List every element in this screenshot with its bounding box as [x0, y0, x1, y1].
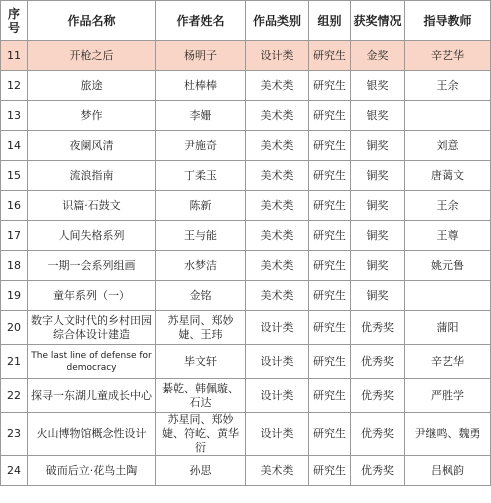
- cell-work: 流浪指南: [28, 161, 156, 191]
- cell-index: 13: [1, 101, 28, 131]
- cell-category: 美术类: [246, 131, 309, 161]
- cell-award: 优秀奖: [351, 413, 405, 456]
- cell-award: 优秀奖: [351, 311, 405, 345]
- cell-work: 开枪之后: [28, 41, 156, 71]
- cell-index: 20: [1, 311, 28, 345]
- cell-author: 陈新: [156, 191, 246, 221]
- cell-work: 人间失格系列: [28, 221, 156, 251]
- cell-advisor: 姚元鲁: [405, 251, 491, 281]
- cell-category: 美术类: [246, 191, 309, 221]
- header-author: 作者姓名: [156, 1, 246, 41]
- cell-advisor: 辛艺华: [405, 345, 491, 379]
- table-row: [1, 101, 491, 131]
- cell-award: 优秀奖: [351, 379, 405, 413]
- cell-advisor: [405, 101, 491, 131]
- cell-work: 旅途: [28, 71, 156, 101]
- cell-award: 银奖: [351, 71, 405, 101]
- cell-index: 17: [1, 221, 28, 251]
- cell-group: 研究生: [309, 41, 351, 71]
- cell-group: 研究生: [309, 101, 351, 131]
- cell-work: 探寻一东湖儿童成长中心: [28, 379, 156, 413]
- cell-work: 识篇·石鼓文: [28, 191, 156, 221]
- cell-work: The last line of defense for democracy: [28, 345, 156, 379]
- cell-index: 11: [1, 41, 28, 71]
- cell-work: 夜阑风清: [28, 131, 156, 161]
- cell-group: 研究生: [309, 71, 351, 101]
- cell-award: 铜奖: [351, 191, 405, 221]
- table-row: [1, 311, 491, 345]
- cell-category: 设计类: [246, 379, 309, 413]
- cell-index: 22: [1, 379, 28, 413]
- cell-category: 设计类: [246, 413, 309, 456]
- cell-work: 破而后立·花鸟土陶: [28, 456, 156, 486]
- cell-advisor: 王尊: [405, 221, 491, 251]
- cell-advisor: 唐蔼文: [405, 161, 491, 191]
- cell-advisor: 吕枫韵: [405, 456, 491, 486]
- cell-index: 23: [1, 413, 28, 456]
- cell-work: 童年系列（一）: [28, 281, 156, 311]
- cell-award: 铜奖: [351, 131, 405, 161]
- cell-author: 杨明子: [156, 41, 246, 71]
- cell-index: 24: [1, 456, 28, 486]
- cell-advisor: [405, 281, 491, 311]
- cell-author: 李姗: [156, 101, 246, 131]
- cell-author: 綦乾、韩佩璇、石达: [156, 379, 246, 413]
- cell-group: 研究生: [309, 379, 351, 413]
- table-row: [1, 131, 491, 161]
- cell-author: 苏星同、郑妙婕、王玮: [156, 311, 246, 345]
- header-award: 获奖情况: [351, 1, 405, 41]
- cell-author: 孙思: [156, 456, 246, 486]
- cell-group: 研究生: [309, 456, 351, 486]
- cell-advisor: 严胜学: [405, 379, 491, 413]
- cell-work: 数字人文时代的乡村田园综合体设计建造: [28, 311, 156, 345]
- cell-category: 美术类: [246, 101, 309, 131]
- cell-work: 火山博物馆概念性设计: [28, 413, 156, 456]
- table-row: [1, 161, 491, 191]
- header-category: 作品类别: [246, 1, 309, 41]
- cell-category: 美术类: [246, 456, 309, 486]
- cell-award: 优秀奖: [351, 345, 405, 379]
- header-index: 序号: [1, 1, 28, 41]
- cell-award: 铜奖: [351, 281, 405, 311]
- cell-index: 19: [1, 281, 28, 311]
- cell-category: 美术类: [246, 221, 309, 251]
- table-row: [1, 221, 491, 251]
- cell-advisor: 尹继鸣、魏勇: [405, 413, 491, 456]
- header-work: 作品名称: [28, 1, 156, 41]
- cell-index: 18: [1, 251, 28, 281]
- table-row: [1, 345, 491, 379]
- table-row: [1, 251, 491, 281]
- table-row: [1, 456, 491, 486]
- cell-author: 丁柔玉: [156, 161, 246, 191]
- cell-advisor: 刘意: [405, 131, 491, 161]
- cell-category: 设计类: [246, 345, 309, 379]
- cell-group: 研究生: [309, 131, 351, 161]
- cell-group: 研究生: [309, 191, 351, 221]
- header-group: 组别: [309, 1, 351, 41]
- table-row: [1, 41, 491, 71]
- cell-author: 苏星同、郑妙婕、符屹、黄华衍: [156, 413, 246, 456]
- cell-award: 铜奖: [351, 161, 405, 191]
- cell-index: 15: [1, 161, 28, 191]
- cell-category: 设计类: [246, 41, 309, 71]
- cell-index: 16: [1, 191, 28, 221]
- cell-work: 一期一会系列组画: [28, 251, 156, 281]
- table-row: [1, 379, 491, 413]
- cell-author: 水梦洁: [156, 251, 246, 281]
- cell-index: 14: [1, 131, 28, 161]
- cell-group: 研究生: [309, 161, 351, 191]
- cell-award: 银奖: [351, 101, 405, 131]
- cell-group: 研究生: [309, 251, 351, 281]
- cell-advisor: 王余: [405, 191, 491, 221]
- cell-index: 12: [1, 71, 28, 101]
- cell-award: 金奖: [351, 41, 405, 71]
- cell-group: 研究生: [309, 345, 351, 379]
- cell-group: 研究生: [309, 311, 351, 345]
- cell-advisor: 蒲阳: [405, 311, 491, 345]
- cell-author: 尹施奇: [156, 131, 246, 161]
- cell-group: 研究生: [309, 413, 351, 456]
- cell-author: 金铭: [156, 281, 246, 311]
- table-row: [1, 71, 491, 101]
- cell-category: 美术类: [246, 161, 309, 191]
- cell-author: 王与能: [156, 221, 246, 251]
- header-advisor: 指导教师: [405, 1, 491, 41]
- cell-author: 毕文轩: [156, 345, 246, 379]
- cell-index: 21: [1, 345, 28, 379]
- cell-category: 美术类: [246, 71, 309, 101]
- cell-category: 美术类: [246, 251, 309, 281]
- cell-author: 杜棒棒: [156, 71, 246, 101]
- cell-category: 设计类: [246, 311, 309, 345]
- cell-category: 美术类: [246, 281, 309, 311]
- cell-advisor: 辛艺华: [405, 41, 491, 71]
- cell-award: 优秀奖: [351, 456, 405, 486]
- table-row: [1, 191, 491, 221]
- cell-award: 铜奖: [351, 251, 405, 281]
- table-row: [1, 281, 491, 311]
- cell-award: 铜奖: [351, 221, 405, 251]
- table-row: [1, 413, 491, 456]
- header-row: [1, 1, 491, 41]
- cell-advisor: 王余: [405, 71, 491, 101]
- cell-group: 研究生: [309, 221, 351, 251]
- cell-group: 研究生: [309, 281, 351, 311]
- cell-work: 梦作: [28, 101, 156, 131]
